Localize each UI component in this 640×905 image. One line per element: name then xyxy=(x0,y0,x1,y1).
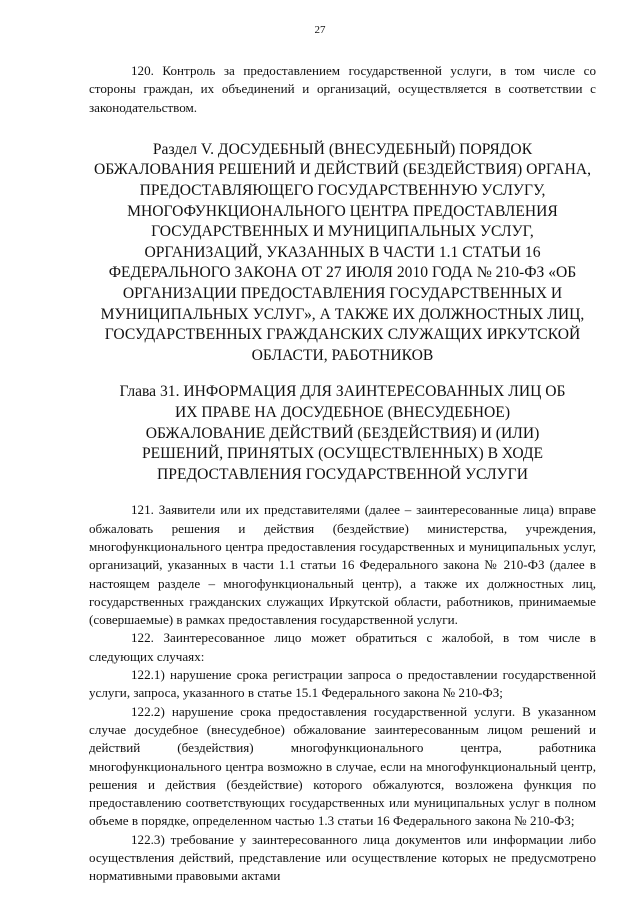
section-heading: Раздел V. ДОСУДЕБНЫЙ (ВНЕСУДЕБНЫЙ) ПОРЯДОК ОБЖАЛОВАНИЯ РЕШЕНИЙ И ДЕЙСТВИЙ (БЕЗДЕЙСТВИЯ) ОРГАНА, ПРЕДОСТАВЛЯЮЩЕГО ГОСУДАРСТВЕННУЮ УСЛУГУ, МНОГОФУНКЦИОНАЛЬНОГО ЦЕНТРА ПРЕДОСТАВЛЕНИЯ ГОСУДАРСТВЕННЫХ И МУНИЦИПАЛЬНЫХ УСЛУГ, ОРГАНИЗАЦИЙ, УКАЗАННЫХ В ЧАСТИ 1.1 СТАТЬИ 16 ФЕДЕРАЛЬНОГО ЗАКОНА ОТ 27 ИЮЛЯ 2010 ГОДА № 210-ФЗ «ОБ ОРГАНИЗАЦИИ ПРЕДОСТАВЛЕНИЯ ГОСУДАРСТВЕННЫХ И МУНИЦИПАЛЬНЫХ УСЛУГ», А ТАКЖЕ ИХ ДОЛЖНОСТНЫХ ЛИЦ, ГОСУДАРСТВЕННЫХ ГРАЖДАНСКИХ СЛУЖАЩИХ ИРКУТСКОЙ ОБЛАСТИ, РАБОТНИКОВ xyxy=(93,140,592,364)
paragraph-122-1: 122.1) нарушение срока регистрации запроса о предоставлении государственной услуги, запроса, указанного в статье 15.1 Федерального закона № 210-ФЗ; xyxy=(89,667,596,701)
paragraph-122: 122. Заинтересованное лицо может обратиться с жалобой, в том числе в следующих случаях: xyxy=(89,630,596,664)
chapter-heading: Глава 31. ИНФОРМАЦИЯ ДЛЯ ЗАИНТЕРЕСОВАННЫХ ЛИЦ ОБ ИХ ПРАВЕ НА ДОСУДЕБНОЕ (ВНЕСУДЕБНОЕ) ОБЖАЛОВАНИЕ ДЕЙСТВИЙ (БЕЗДЕЙСТВИЯ) И (ИЛИ) РЕШЕНИЙ, ПРИНЯТЫХ (ОСУЩЕСТВЛЕННЫХ) В ХОДЕ ПРЕДОСТАВЛЕНИЯ ГОСУДАРСТВЕННОЙ УСЛУГИ xyxy=(119,383,566,483)
paragraph-122-3: 122.3) требование у заинтересованного лица документов или информации либо осуществления действий, представление или осуществление которых не предусмотрено нормативными правовыми актами xyxy=(89,831,596,884)
page-number: 27 xyxy=(314,24,326,36)
paragraph-122-2: 122.2) нарушение срока предоставления государственной услуги. В указанном случае досудебное (внесудебное) обжалование заинтересованным лицом решений и действий (бездействия) многофункционального центра, работника многофункционального центра возможно в случае, если на многофункциональный центр, решения и действия (бездействие) которого обжалуются, возложена функция по предоставлению соответствующих государственных или муниципальных услуг в полном объеме в порядке, определенном частью 1.3 статьи 16 Федерального закона № 210-ФЗ; xyxy=(89,703,596,829)
paragraph-121: 121. Заявители или их представителями (далее – заинтересованные лица) вправе обжаловать решения и действия (бездействие) министерства, учреждения, многофункционального центра предоставления государственных и муниципальных услуг, организаций, указанных в части 1.1 статьи 16 Федерального закона № 210-ФЗ (далее в настоящем разделе – многофункциональный центр), а также их должностных лиц, государственных гражданских служащих Иркутской области, работников, принимаемые (совершаемые) в рамках предоставления государственной услуги. xyxy=(89,502,596,628)
paragraph-120: 120. Контроль за предоставлением государственной услуги, в том числе со стороны граждан, их объединений и организаций, осуществляется в соответствии с законодательством. xyxy=(89,63,596,115)
document-content xyxy=(89,62,596,886)
